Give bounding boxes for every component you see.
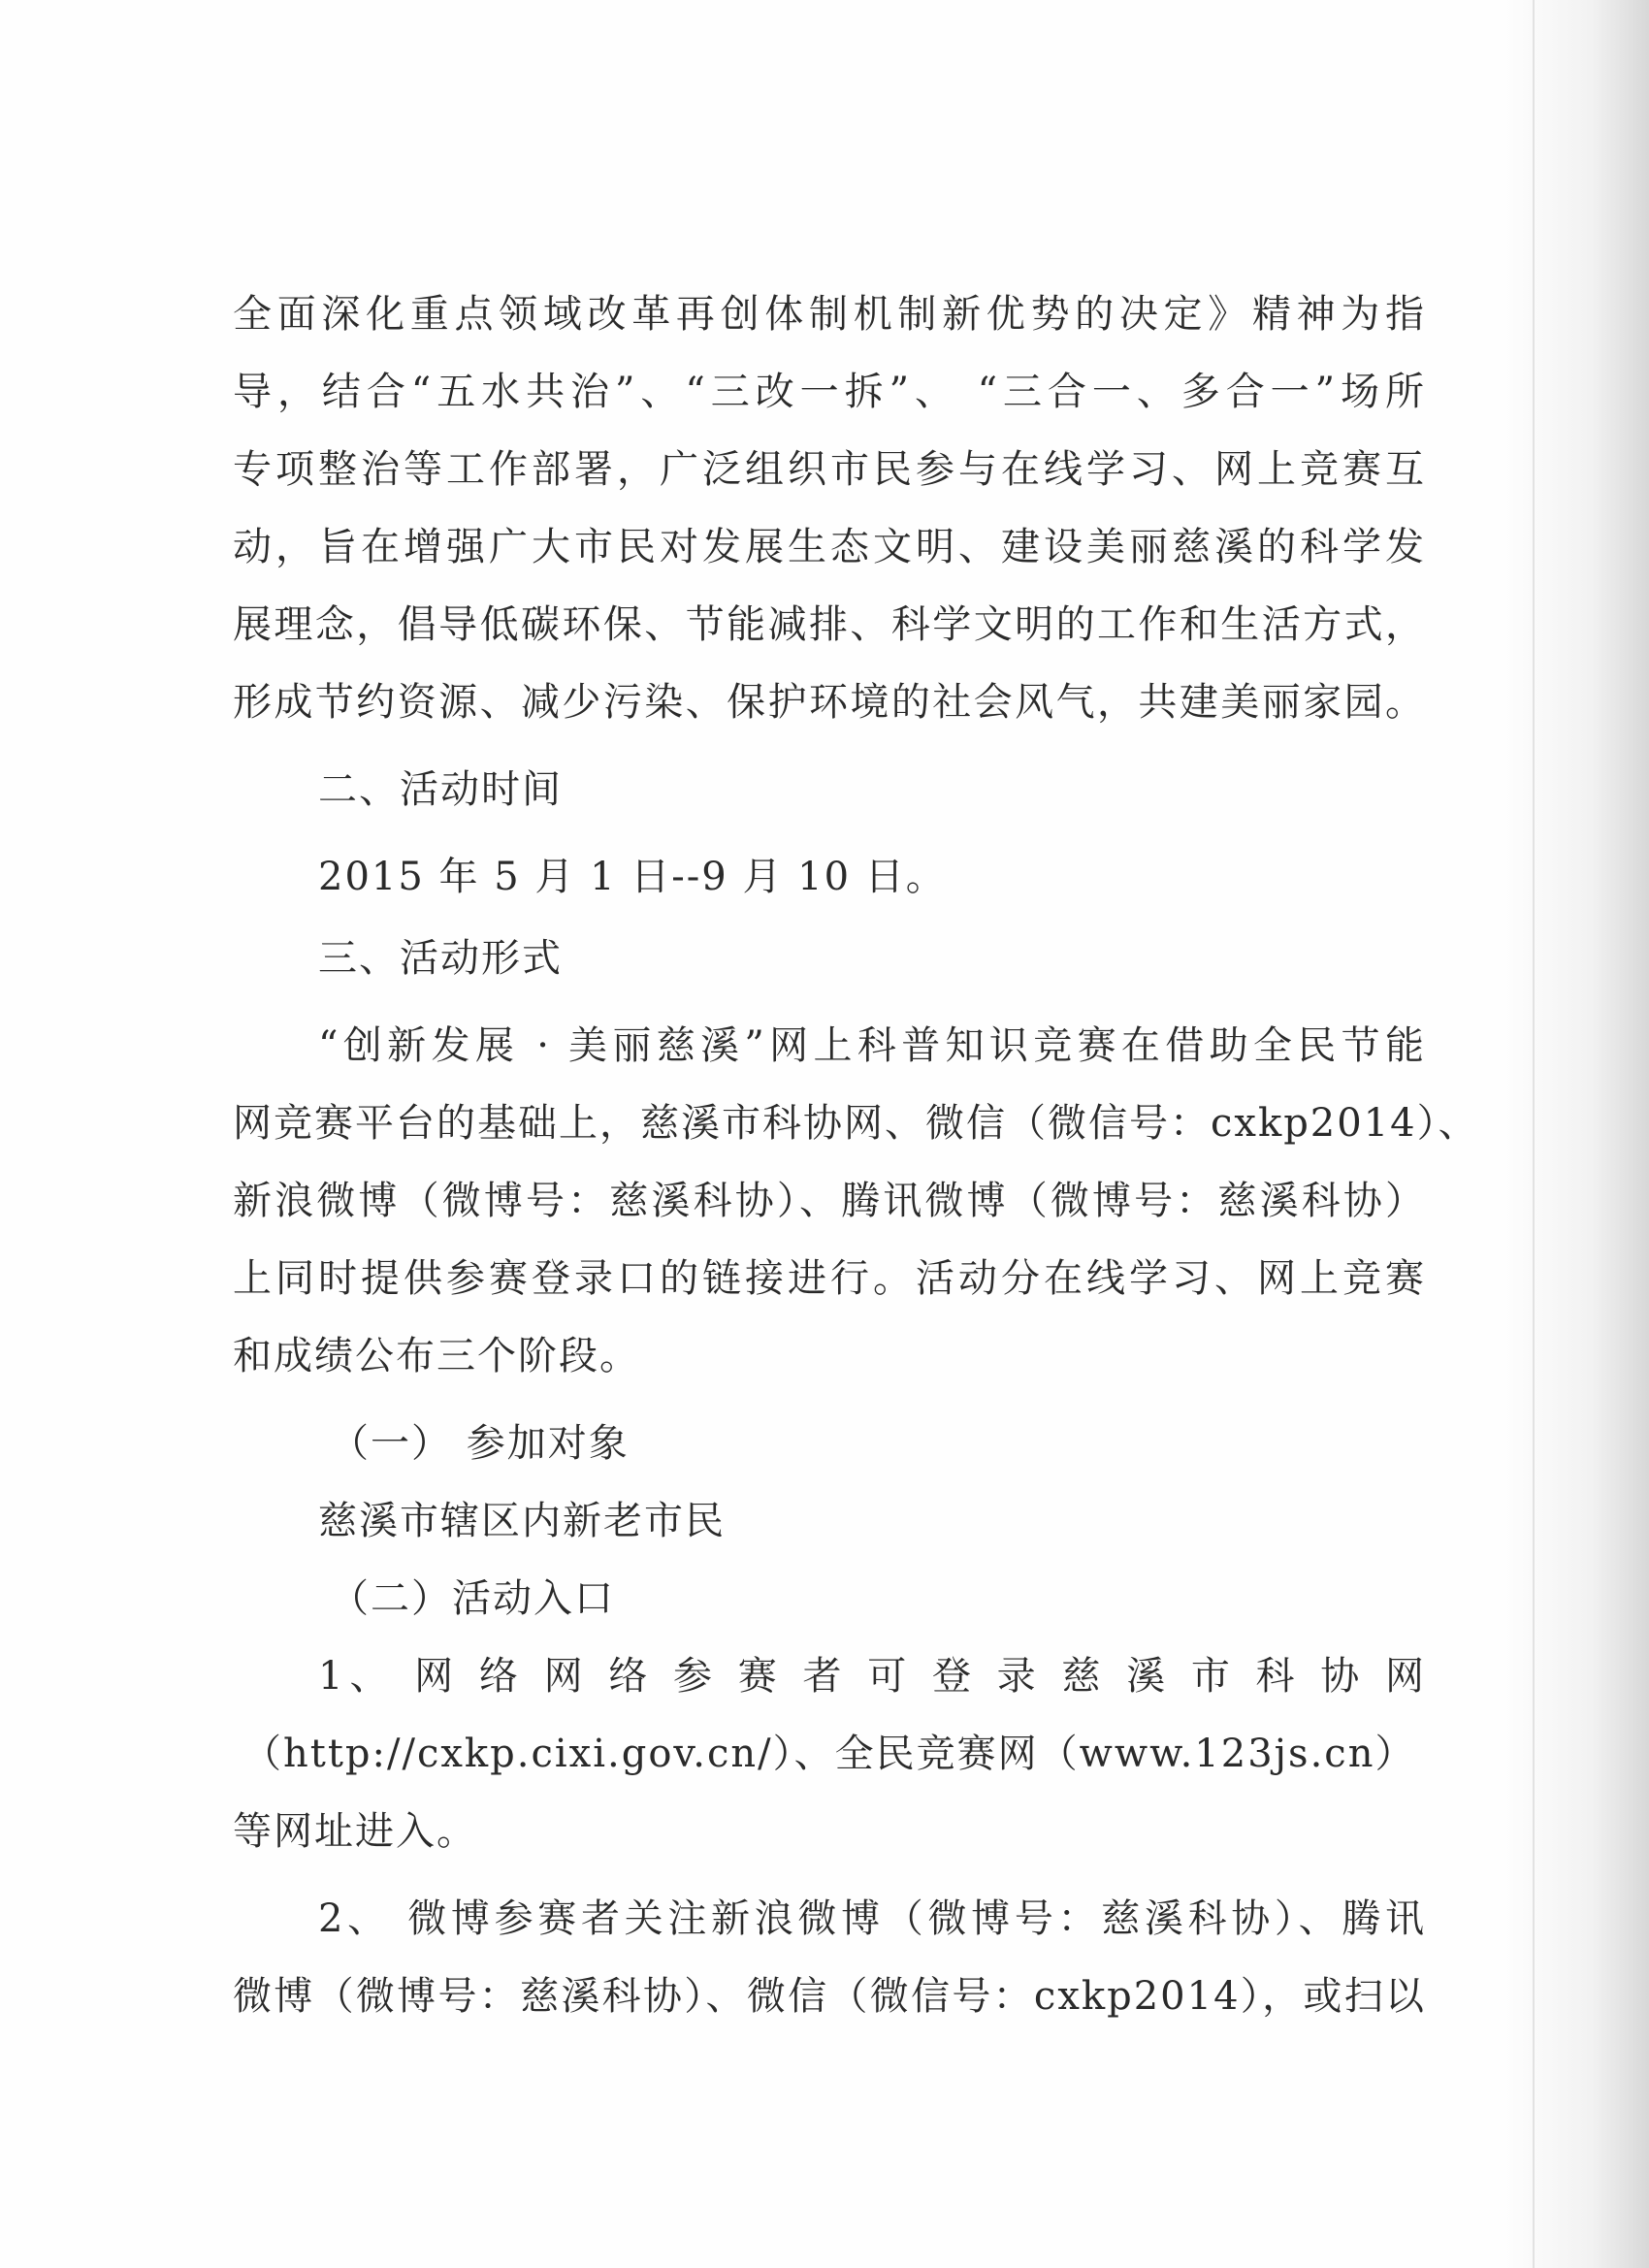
paragraph-line: 网竞赛平台的基础上，慈溪市科协网、微信（微信号：cxkp2014）、 — [233, 1101, 1479, 1146]
paragraph-line: 微博（微博号：慈溪科协）、微信（微信号：cxkp2014），或扫以 — [233, 1974, 1426, 2019]
paragraph-line: 和成绩公布三个阶段。 — [233, 1334, 640, 1378]
subheading-participants: （一） 参加对象 — [330, 1421, 630, 1466]
section-heading-time: 二、活动时间 — [318, 767, 563, 812]
participants-text: 慈溪市辖区内新老市民 — [318, 1499, 726, 1543]
subheading-entry: （二）活动入口 — [330, 1576, 615, 1621]
section-heading-format: 三、活动形式 — [318, 936, 563, 981]
paragraph-line: 1、 网 络 网 络 参 赛 者 可 登 录 慈 溪 市 科 协 网 — [318, 1654, 1426, 1699]
paragraph-line: 2、 微博参赛者关注新浪微博（微博号：慈溪科协）、腾讯 — [318, 1896, 1426, 1941]
paragraph-line: 展理念，倡导低碳环保、节能减排、科学文明的工作和生活方式， — [233, 602, 1426, 647]
paragraph-line: “创新发展 · 美丽慈溪”网上科普知识竞赛在借助全民节能 — [318, 1023, 1426, 1068]
page-edge-shadow — [1504, 0, 1649, 2268]
paragraph-line: 导，结合“五水共治”、“三改一拆”、 “三合一、多合一”场所 — [233, 370, 1426, 414]
paragraph-line: 形成节约资源、减少污染、保护环境的社会风气，共建美丽家园。 — [233, 680, 1426, 725]
activity-date-range: 2015 年 5 月 1 日--9 月 10 日。 — [318, 855, 947, 899]
paragraph-line: 全面深化重点领域改革再创体制机制新优势的决定》精神为指 — [233, 292, 1426, 337]
paragraph-line: 上同时提供参赛登录口的链接进行。活动分在线学习、网上竞赛 — [233, 1256, 1426, 1301]
page-edge-line — [1533, 0, 1535, 2268]
paragraph-line: 等网址进入。 — [233, 1809, 477, 1854]
paragraph-line: 动，旨在增强广大市民对发展生态文明、建设美丽慈溪的科学发 — [233, 525, 1426, 569]
url-line: （http://cxkp.cixi.gov.cn/）、全民竞赛网（www.123js.cn） — [242, 1732, 1416, 1776]
paragraph-line: 新浪微博（微博号：慈溪科协）、腾讯微博（微博号：慈溪科协） — [233, 1179, 1426, 1223]
paragraph-line: 专项整治等工作部署，广泛组织市民参与在线学习、网上竞赛互 — [233, 447, 1426, 492]
